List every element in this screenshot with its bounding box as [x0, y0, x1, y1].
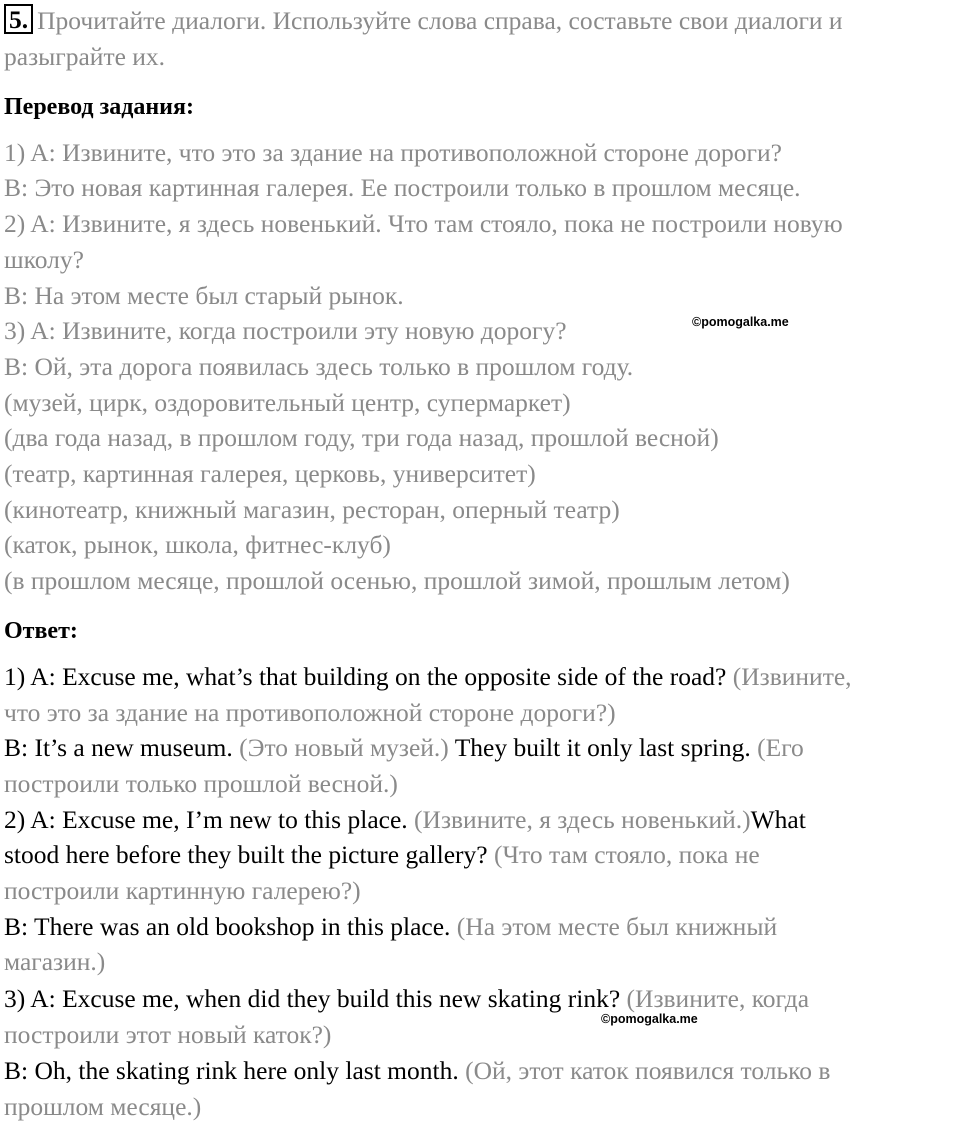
answer-english: B: Oh, the skating rink here only last month. — [4, 1056, 459, 1085]
answer-line-9: магазин.) — [4, 947, 106, 976]
translation-line: (каток, рынок, школа, фитнес-клуб) — [4, 530, 391, 559]
answer-english: They built it only last spring. — [448, 733, 751, 762]
answer-line-10 — [4, 982, 809, 1016]
task-instruction-line-2: разыграйте их. — [4, 42, 166, 71]
translation-line: (два года назад, в прошлом году, три года назад, прошлой весной) — [4, 423, 719, 452]
answer-line-1 — [4, 660, 852, 694]
watermark: ©pomogalka.me — [601, 1012, 698, 1026]
translation-line: 2) A: Извините, я здесь новенький. Что там стояло, пока не построили новую — [4, 209, 843, 238]
translation-line: (в прошлом месяце, прошлой осенью, прошлой зимой, прошлым летом) — [4, 566, 790, 595]
answer-english: 2) A: Excuse me, I’m new to this place. — [4, 805, 408, 834]
answer-english: 1) A: Excuse me, what’s that building on the opposite side of the road? — [4, 662, 727, 691]
watermark: ©pomogalka.me — [692, 315, 789, 329]
translation-line: школу? — [4, 245, 84, 274]
answer-line-3 — [4, 731, 804, 765]
translation-line: (кинотеатр, книжный магазин, ресторан, оперный театр) — [4, 495, 620, 524]
answer-line-7: построили картинную галерею?) — [4, 876, 361, 905]
answer-english: B: There was an old bookshop in this place. — [4, 912, 451, 941]
answer-english: B: It’s a new museum. — [4, 733, 233, 762]
answer-line-5 — [4, 803, 806, 837]
answer-english: stood here before they built the picture gallery? — [4, 840, 488, 869]
translation-heading: Перевод задания: — [4, 94, 194, 120]
translation-line: 3) A: Извините, когда построили эту новую дорогу? — [4, 316, 567, 345]
answer-russian: (На этом месте был книжный — [450, 912, 778, 941]
task-instruction-line-1 — [4, 4, 843, 38]
answer-line-6 — [4, 838, 760, 872]
answer-line-13: прошлом месяце.) — [4, 1092, 202, 1121]
task-number-badge: 5. — [4, 4, 33, 34]
answer-line-12 — [4, 1054, 830, 1088]
answer-line-11: построили этот новый каток?) — [4, 1020, 332, 1049]
answer-russian: (Его — [750, 733, 804, 762]
answer-russian: (Это новый музей.) — [232, 733, 449, 762]
answer-russian: (Что там стояло, пока не — [487, 840, 760, 869]
translation-line: B: На этом месте был старый рынок. — [4, 281, 404, 310]
translation-line: (театр, картинная галерея, церковь, университет) — [4, 459, 536, 488]
answer-heading: Ответ: — [4, 618, 78, 644]
answer-russian: (Извините, когда — [620, 984, 810, 1013]
translation-line: B: Это новая картинная галерея. Ее построили только в прошлом месяце. — [4, 173, 801, 202]
answer-line-2: что это за здание на противоположной стороне дороги?) — [4, 698, 616, 727]
translation-line: B: Ой, эта дорога появилась здесь только в прошлом году. — [4, 352, 634, 381]
answer-russian: (Извините, я здесь новенький.) — [407, 805, 751, 834]
translation-line: (музей, цирк, оздоровительный центр, супермаркет) — [4, 388, 571, 417]
answer-russian: (Извините, — [726, 662, 852, 691]
answer-english: What — [750, 805, 806, 834]
task-instruction-text: Прочитайте диалоги. Используйте слова справа, составьте свои диалоги и — [37, 6, 843, 35]
answer-english: 3) A: Excuse me, when did they build this new skating rink? — [4, 984, 621, 1013]
translation-line: 1) A: Извините, что это за здание на противоположной стороне дороги? — [4, 138, 782, 167]
answer-russian: (Ой, этот каток появился только в — [458, 1056, 831, 1085]
answer-line-8 — [4, 910, 777, 944]
answer-line-4: построили только прошлой весной.) — [4, 769, 398, 798]
